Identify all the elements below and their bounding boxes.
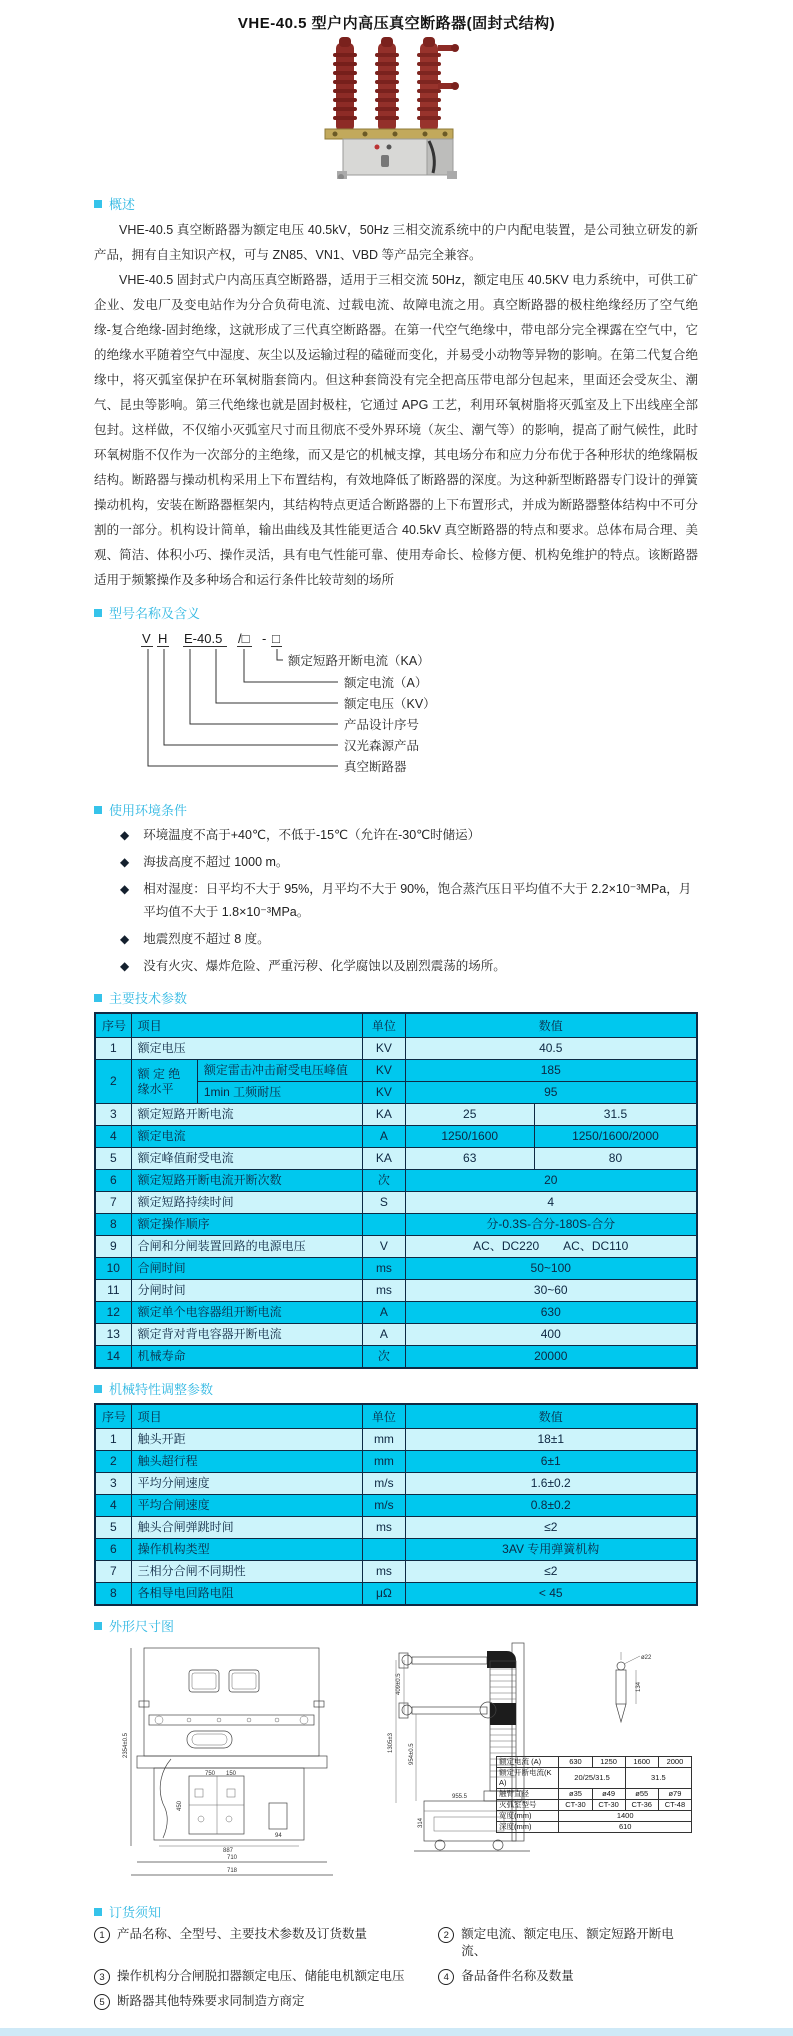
svg-text:E-40.5: E-40.5	[184, 631, 223, 646]
section-main-params	[94, 988, 698, 1369]
outline-heading-label: 外形尺寸图	[109, 1619, 175, 1634]
diamond-bullet-icon: ◆	[120, 855, 130, 869]
ordering-heading-label: 订货须知	[109, 1905, 162, 1920]
outline-heading	[94, 1616, 698, 1635]
square-bullet-icon	[94, 994, 102, 1002]
section-model	[94, 603, 698, 790]
breaker-poles	[333, 37, 459, 131]
page-title: VHE-40.5 型户内高压真空断路器(固封式结构)	[237, 15, 556, 32]
overview-heading	[94, 194, 698, 213]
mech-params-heading	[94, 1379, 698, 1398]
square-bullet-icon	[94, 1385, 102, 1393]
ordering-list	[94, 1926, 698, 2010]
environment-heading-label: 使用环境条件	[109, 803, 188, 818]
ordering-item-text: 产品名称、全型号、主要技术参数及订货数量	[117, 1927, 368, 1941]
svg-text:V: V	[142, 631, 151, 646]
mech-params-table: 序号 项目 单位 数值 1 触头开距 mm 18±1 2 触头超行程 mm 6±1 3 平均分闸速度 m/s 1.6±0.2 4 平均合闸速度 m/s 0.8±0.2 5 触头合闸弹跳时间 ms ≤2 6 操作机构类型 3AV 专用弹簧机构 7 三相分合闸不同期性 ms ≤2 8 各相导电回路电阻 μΩ < 45	[94, 1403, 698, 1606]
svg-text:产品设计序号: 产品设计序号	[344, 718, 420, 732]
circled-number: 2	[438, 1927, 454, 1943]
svg-text:额定短路开断电流（KA）: 额定短路开断电流（KA）	[288, 654, 430, 668]
ordering-item-text: 断路器其他特殊要求同制造方商定	[117, 1994, 305, 2008]
diamond-bullet-icon: ◆	[120, 959, 130, 973]
section-environment	[94, 800, 698, 978]
diamond-bullet-icon: ◆	[120, 932, 130, 946]
main-params-heading-label: 主要技术参数	[109, 991, 188, 1006]
ordering-item-text: 操作机构分合闸脱扣器额定电压、储能电机额定电压	[117, 1969, 405, 1983]
mech-params-heading-label: 机械特性调整参数	[109, 1382, 214, 1397]
svg-text:954±0.5: 954±0.5	[409, 1743, 415, 1765]
environment-list	[94, 824, 698, 978]
svg-text:134: 134	[636, 1681, 642, 1692]
svg-text:409±0.5: 409±0.5	[396, 1673, 402, 1695]
ordering-item-text: 备品备件名称及数量	[461, 1969, 574, 1983]
svg-text:450: 450	[177, 1800, 183, 1811]
model-heading	[94, 603, 698, 622]
product-photo	[299, 37, 495, 179]
circled-number: 4	[438, 1969, 454, 1985]
model-heading-label: 型号名称及含义	[109, 606, 201, 621]
square-bullet-icon	[94, 609, 102, 617]
main-params-table: 序号 项目 单位 数值 1 额定电压 KV 40.5 2 额 定 绝 缘水平 额定雷击冲击耐受电压峰值 KV 185 1min 工频耐压 KV 95 3 额定短路开断电流 KA 25 31.5 4 额定电流 A 1250/1600 1250/1600/2000 5 额定峰值耐受电流 KA 63 80 6 额定短路开断电流开断次数 次 20 7 额定短路持续时间 S 4 8 额定操作顺序 分-0.3S-合分-180S-合分 9 合闸和分闸装置回路的电源电压 V AC、DC220 AC、DC110 10 合闸时间 ms 50~100 11 分闸时间 ms 30~60 12 额定单个电容器组开断电流 A 630 13 额定背对背电容器开断电流 A 400 14 机械寿命 次 20000	[94, 1012, 698, 1369]
svg-text:额定电压（KV）: 额定电压（KV）	[344, 697, 436, 711]
environment-item	[94, 878, 698, 924]
section-outline	[94, 1616, 698, 1892]
section-ordering	[94, 1902, 698, 2010]
svg-text:1305±3: 1305±3	[388, 1733, 394, 1753]
svg-text:2354±0.5: 2354±0.5	[123, 1733, 129, 1758]
ordering-item	[94, 1968, 438, 1985]
ordering-item	[438, 1968, 698, 1985]
model-code-diagram	[94, 627, 654, 785]
overview-paragraph-2: VHE-40.5 固封式户内高压真空断路器，适用于三相交流 50Hz，额定电压 40.5KV 电力系统中，可供工矿企业、发电厂及变电站作为分合负荷电流、过载电流、故障电流之用。真空断路器的极柱绝缘经历了空气绝缘-复合绝缘-固封绝缘，这就形成了三代真空断路器。在第一代空气绝缘中，带电部分完全裸露在空气中，它的绝缘水平随着空气中湿度、灰尘以及运输过程的磕碰而变化，并易受小动物等异物的影响。在第二代复合绝缘中，将灭弧室保护在环氧树脂套筒内。但这种套筒没有完全把高压带电部分包起来，里面还会受灰尘、潮气、昆虫等影响。第三代绝缘也就是固封极柱，它通过 APG 工艺，利用环氧树脂将灭弧室及上下出线座全部包封。这样做，不仅缩小灭弧室尺寸而且彻底不受外界环境（灰尘、潮气等）的影响，提高了耐气候性，此时环氧树脂不仅作为一次部分的主绝缘，而又是它的机械支撑，其电场分布和应力分布优于各种形状的绝缘隔板结构。断路器与操动机构采用上下布置结构，有效地降低了断路器的深度。为这种新型断路器专门设计的弹簧操动机构，安装在断路器框架内，其结构特点更适合断路器的上下布置形式，并成为断路器整体结构中不可分割的一部分。机构设计简单，输出曲线及其性能更适合 40.5kV 真空断路器的特点和要求。总体布局合理、美观、简洁、体积小巧、操作灵活，具有电气性能可靠、使用寿命长、检修方便、机构免维护的特点。该断路器适用于频繁操作及多种场合和运行条件比较苛刻的场所	[94, 273, 698, 587]
square-bullet-icon	[94, 1908, 102, 1916]
environment-item-text: 环境温度不高于+40℃，不低于-15℃（允许在-30℃时储运）	[143, 828, 481, 842]
diamond-bullet-icon: ◆	[120, 828, 130, 842]
square-bullet-icon	[94, 200, 102, 208]
section-overview	[94, 194, 698, 593]
environment-item	[94, 851, 698, 874]
environment-item	[94, 928, 698, 951]
svg-text:□: □	[272, 631, 280, 646]
square-bullet-icon	[94, 806, 102, 814]
environment-item-text: 没有火灾、爆炸危险、严重污秽、化学腐蚀以及剧烈震荡的场所。	[143, 959, 506, 973]
svg-text:汉光森源产品: 汉光森源产品	[344, 739, 420, 753]
ordering-item	[94, 1993, 438, 2010]
svg-text:/□: /□	[238, 631, 250, 646]
environment-item-text: 地震烈度不超过 8 度。	[143, 932, 270, 946]
diamond-bullet-icon: ◆	[120, 882, 130, 896]
model-code	[142, 631, 280, 646]
content-column	[94, 194, 698, 2010]
svg-text:真空断路器: 真空断路器	[344, 760, 407, 774]
ordering-item	[94, 1926, 438, 1960]
svg-text:718: 718	[227, 1868, 238, 1874]
circled-number: 5	[94, 1994, 110, 2010]
svg-text:94: 94	[275, 1833, 282, 1839]
outline-spec-table: 额定电流 (A) 630 1250 1600 2000 额定开断电流(KA) 20/25/31.5 31.5 触臂直径 ø35 ø49 ø55 ø79 灭弧室型号 CT-30 CT-30 CT-36 CT-48 宽度(mm) 1400 深度(mm) 610	[496, 1756, 692, 1833]
svg-text:710: 710	[227, 1855, 238, 1861]
circled-number: 1	[94, 1927, 110, 1943]
ordering-item-text: 额定电流、额定电压、额定短路开断电流、	[461, 1927, 674, 1958]
svg-text:150: 150	[226, 1771, 237, 1777]
environment-heading	[94, 800, 698, 819]
svg-text:750: 750	[205, 1771, 216, 1777]
environment-item-text: 海拔高度不超过 1000 m。	[143, 855, 289, 869]
breaker-frame	[325, 129, 457, 179]
product-photo-wrap	[0, 37, 793, 184]
svg-text:314: 314	[418, 1817, 424, 1828]
svg-text:额定电流（A）: 额定电流（A）	[344, 676, 428, 690]
svg-text:H: H	[158, 631, 168, 646]
environment-item	[94, 824, 698, 847]
svg-text:ø22: ø22	[641, 1655, 652, 1661]
environment-item	[94, 955, 698, 978]
svg-text:887: 887	[223, 1848, 234, 1854]
svg-text:955.5: 955.5	[452, 1794, 468, 1800]
outline-drawing-area	[94, 1640, 698, 1892]
model-labels	[288, 653, 436, 774]
footer-strip	[0, 2028, 793, 2036]
detail-view	[616, 1652, 652, 1722]
environment-item-text: 相对湿度：日平均不大于 95%，月平均不大于 90%，饱合蒸汽压日平均值不大于 2.2×10⁻³MPa，月平均值不大于 1.8×10⁻³MPa。	[143, 882, 692, 919]
ordering-heading	[94, 1902, 698, 1921]
section-mech-params	[94, 1379, 698, 1606]
overview-paragraph-1: VHE-40.5 真空断路器为额定电压 40.5kV，50Hz 三相交流系统中的户内配电装置，是公司独立研发的新产品，拥有自主知识产权，可与 ZN85、VN1、VBD 等产品完全兼容。	[94, 223, 698, 262]
overview-heading-label: 概述	[109, 197, 136, 212]
square-bullet-icon	[94, 1622, 102, 1630]
svg-text:-: -	[262, 631, 267, 646]
circled-number: 3	[94, 1969, 110, 1985]
front-view	[123, 1648, 333, 1875]
main-params-heading	[94, 988, 698, 1007]
ordering-item	[438, 1926, 698, 1960]
